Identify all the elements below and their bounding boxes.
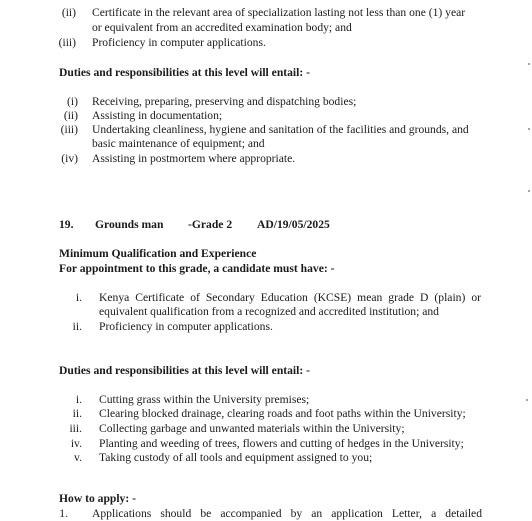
section-subheading: For appointment to this grade, a candidate must have: - (59, 262, 335, 275)
list-item-number: 1. (59, 507, 68, 520)
list-item-text: equivalent qualification from a recognized and accredited institution; and (99, 305, 439, 318)
list-item-text: Cutting grass within the University premises; (99, 393, 310, 406)
list-item-text: Certificate in the relevant area of specialization lasting not less than one (1) year (92, 6, 466, 19)
list-item-text: Applications should be accompanied by an application Letter, a detailed (92, 507, 482, 520)
list-item-text: Kenya Certificate of Secondary Education (KCSE) mean grade D (plain) or (99, 291, 481, 304)
list-item-number: v. (74, 451, 82, 464)
list-item-text: Taking custody of all tools and equipment assigned to you; (99, 451, 373, 464)
list-item-number: (ii) (63, 109, 78, 122)
list-item-text: Assisting in documentation; (92, 109, 223, 122)
list-item-text: or equivalent from an accredited examination body; and (92, 21, 352, 34)
position-grade: -Grade 2 (188, 218, 233, 231)
list-item-number: i. (75, 393, 82, 406)
scan-speck (528, 190, 530, 192)
section-heading: How to apply: - (59, 492, 136, 505)
list-item-text: Assisting in postmortem where appropriate. (92, 152, 296, 165)
list-item-number: (ii) (61, 6, 76, 19)
list-item-text: Planting and weeding of trees, flowers and cutting of hedges in the University; (99, 437, 464, 450)
list-item-text: Collecting garbage and unwanted materials within the University; (99, 422, 405, 435)
list-item-number: (i) (67, 95, 78, 108)
list-item-text: Proficiency in computer applications. (92, 36, 266, 49)
list-item-number: iv. (70, 437, 82, 450)
list-item-number: (iii) (60, 123, 78, 136)
list-item-number: (iv) (61, 152, 78, 165)
list-item-number: iii. (69, 422, 82, 435)
position-reference: AD/19/05/2025 (257, 218, 330, 231)
position-number: 19. (59, 218, 74, 231)
list-item-number: (iii) (58, 36, 76, 49)
scan-speck (528, 63, 530, 65)
scan-speck (526, 399, 528, 401)
list-item-text: Proficiency in computer applications. (99, 320, 273, 333)
position-title: Grounds man (95, 218, 164, 231)
section-heading: Minimum Qualification and Experience (59, 247, 257, 260)
section-heading: Duties and responsibilities at this level will entail: - (59, 66, 310, 79)
list-item-number: ii. (72, 320, 82, 333)
list-item-number: ii. (72, 407, 82, 420)
scan-speck (528, 128, 530, 130)
list-item-text: Undertaking cleanliness, hygiene and sanitation of the facilities and grounds, and (92, 123, 469, 136)
section-heading: Duties and responsibilities at this level will entail: - (59, 364, 310, 377)
list-item-text: Clearing blocked drainage, clearing roads and foot paths within the University; (99, 407, 466, 420)
list-item-text: basic maintenance of equipment; and (92, 137, 265, 150)
list-item-number: i. (75, 291, 82, 304)
list-item-text: Receiving, preparing, preserving and dispatching bodies; (92, 95, 357, 108)
